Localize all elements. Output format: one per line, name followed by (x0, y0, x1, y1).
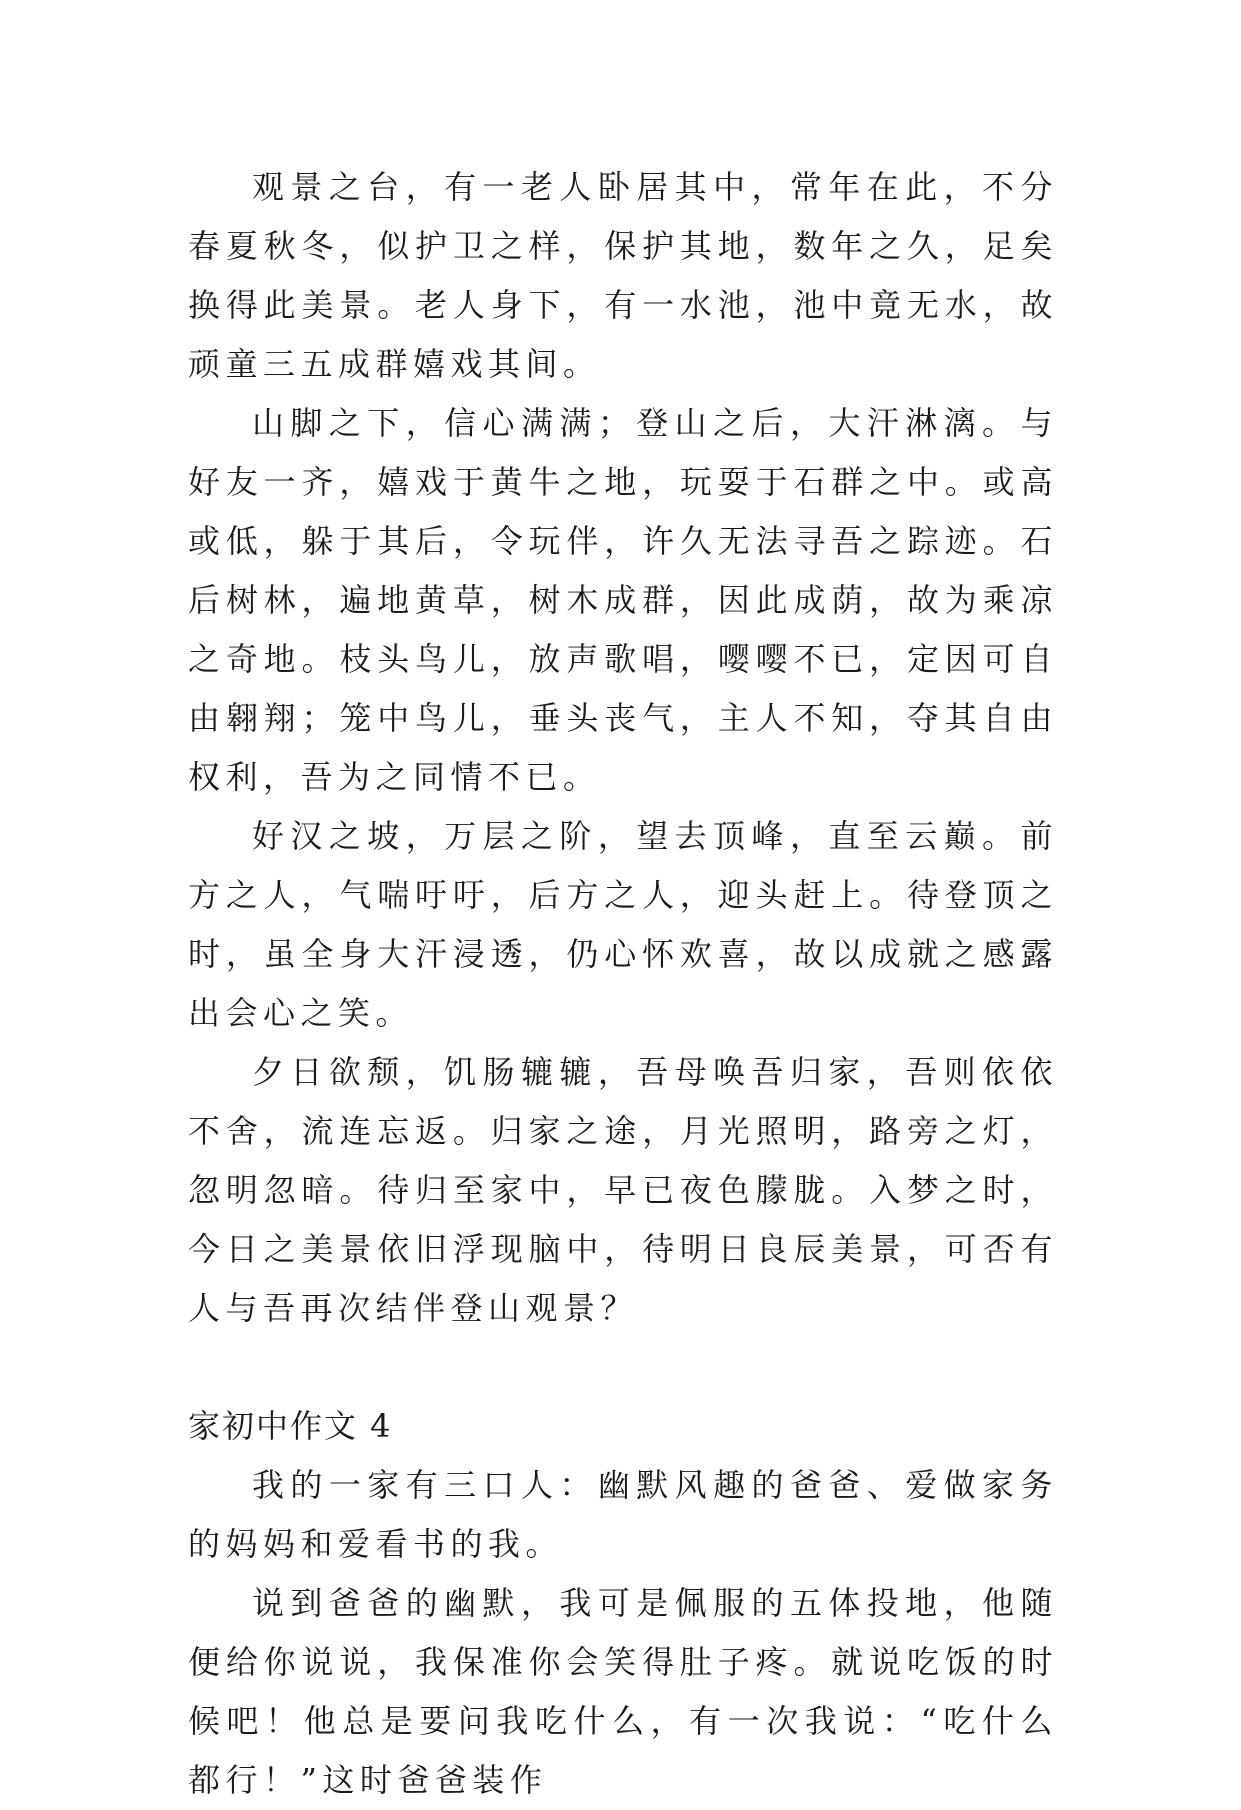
paragraph-hero-slope: 好汉之坡，万层之阶，望去顶峰，直至云巅。前方之人，气喘吁吁，后方之人，迎头赶上。待登顶之时，虽全身大汗浸透，仍心怀欢喜，故以成就之感露出会心之笑。 (188, 817, 1058, 1032)
paragraph-father-humor: 说到爸爸的幽默，我可是佩服的五体投地，他随便给你说说，我保准你会笑得肚子疼。就说吃饭的时候吧！他总是要问我吃什么，有一次我说：“吃什么都行！”这时爸爸装作 (188, 1584, 1058, 1799)
paragraph-observation-deck: 观景之台，有一老人卧居其中，常年在此，不分春夏秋冬，似护卫之样，保护其地，数年之久，足矣换得此美景。老人身下，有一水池，池中竟无水，故顽童三五成群嬉戏其间。 (188, 168, 1058, 383)
paragraph-sunset: 夕日欲颓，饥肠辘辘，吾母唤吾归家，吾则依依不舍，流连忘返。归家之途，月光照明，路旁之灯，忽明忽暗。待归至家中，早已夜色朦胧。入梦之时，今日之美景依旧浮现脑中，待明日良辰美景，可否有人与吾再次结伴登山观景？ (188, 1053, 1058, 1327)
paragraph-family-intro: 我的一家有三口人：幽默风趣的爸爸、爱做家务的妈妈和爱看书的我。 (188, 1466, 1058, 1563)
document-body (188, 158, 1058, 1810)
section-title: 家初中作文 4 (188, 1407, 393, 1445)
paragraph-mountain-foot: 山脚之下，信心满满；登山之后，大汗淋漓。与好友一齐，嬉戏于黄牛之地，玩耍于石群之中。或高或低，躲于其后，令玩伴，许久无法寻吾之踪迹。石后树林，遍地黄草，树木成群，因此成荫，故为乘凉之奇地。枝头鸟儿，放声歌唱，嘤嘤不已，定因可自由翱翔；笼中鸟儿，垂头丧气，主人不知，夺其自由权利，吾为之同情不已。 (188, 404, 1058, 796)
